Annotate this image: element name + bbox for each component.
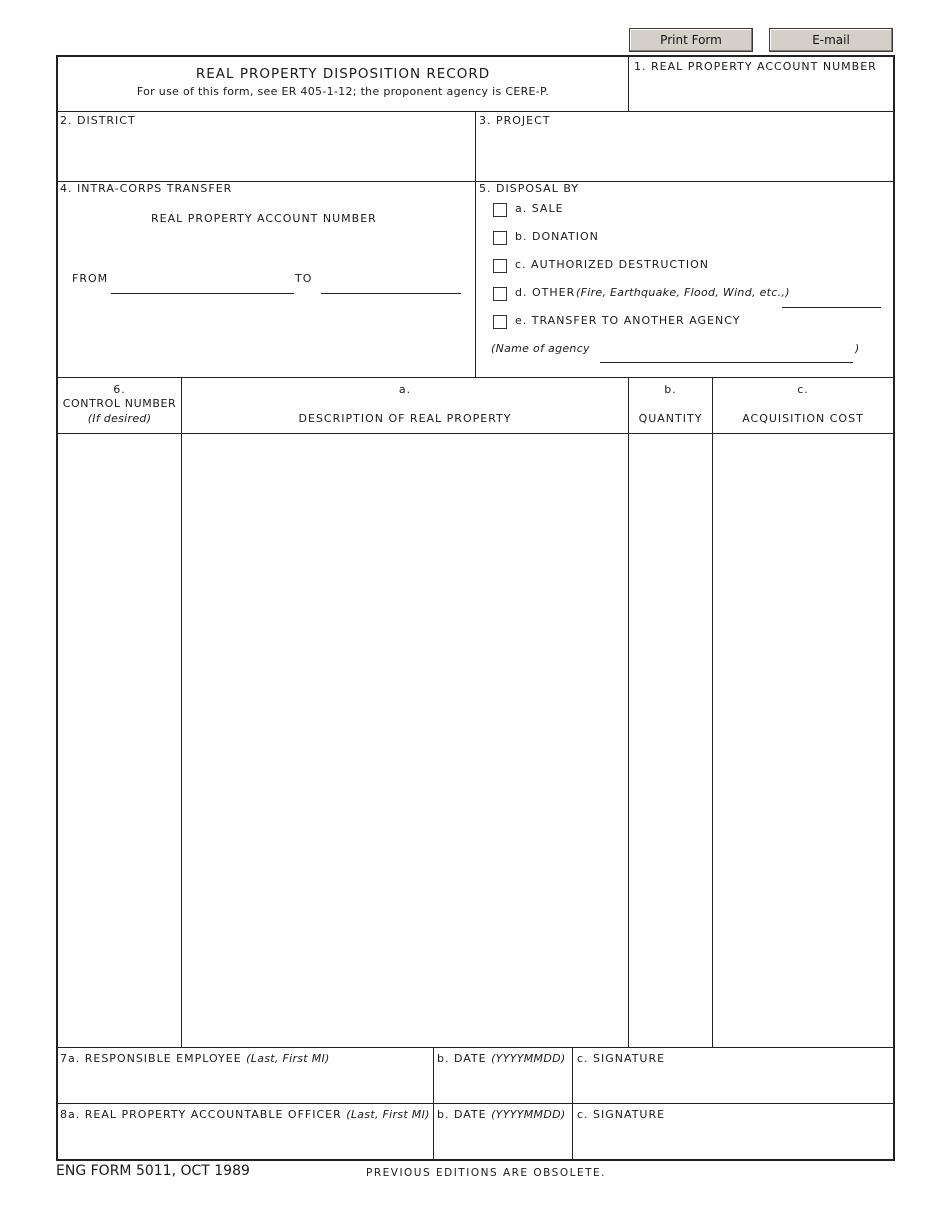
col-acquisition-cost-label: ACQUISITION COST <box>742 412 864 425</box>
other-hint: (Fire, Earthquake, Flood, Wind, etc.,) <box>576 286 790 299</box>
form-id: ENG FORM 5011, OCT 1989 <box>56 1163 250 1179</box>
project-input[interactable] <box>479 130 893 180</box>
agency-name-input[interactable] <box>602 342 854 362</box>
transfer-agency-label: e. TRANSFER TO ANOTHER AGENCY <box>515 314 741 327</box>
col-description-num: a. <box>398 383 412 396</box>
authorized-destruction-checkbox[interactable] <box>493 259 507 273</box>
col-control-number-num: 6. <box>113 383 126 396</box>
col-description-label: DESCRIPTION OF REAL PROPERTY <box>298 412 512 425</box>
accountable-officer-input[interactable] <box>60 1126 434 1158</box>
sale-checkbox[interactable] <box>493 203 507 217</box>
agency-name-label: (Name of agency <box>491 342 590 355</box>
officer-date-input[interactable] <box>437 1126 573 1158</box>
email-button[interactable]: E-mail <box>769 28 893 52</box>
officer-signature-label: c. SIGNATURE <box>577 1108 666 1121</box>
officer-date-label: b. DATE (YYYYMMDD) <box>437 1108 566 1121</box>
print-form-button[interactable]: Print Form <box>629 28 753 52</box>
responsible-employee-label: 7a. RESPONSIBLE EMPLOYEE (Last, First MI) <box>60 1052 330 1065</box>
sale-label: a. SALE <box>515 202 564 215</box>
authorized-destruction-label: c. AUTHORIZED DESTRUCTION <box>515 258 709 271</box>
other-label: d. OTHER <box>515 286 576 299</box>
col-quantity-num: b. <box>664 383 677 396</box>
acquisition-cost-input[interactable] <box>716 437 894 1047</box>
form-title: REAL PROPERTY DISPOSITION RECORD <box>195 66 491 82</box>
form-subtitle: For use of this form, see ER 405-1-12; the proponent agency is CERE-P. <box>136 85 550 98</box>
employee-signature-label: c. SIGNATURE <box>577 1052 666 1065</box>
control-number-input[interactable] <box>60 437 182 1047</box>
employee-signature-input[interactable] <box>577 1070 893 1102</box>
responsible-employee-input[interactable] <box>60 1070 434 1102</box>
donation-checkbox[interactable] <box>493 231 507 245</box>
disposal-by-label: 5. DISPOSAL BY <box>479 182 579 195</box>
col-control-number-hint: (If desired) <box>87 412 152 425</box>
col-quantity-label: QUANTITY <box>638 412 703 425</box>
from-account-input[interactable] <box>112 272 296 294</box>
accountable-officer-label: 8a. REAL PROPERTY ACCOUNTABLE OFFICER (Last, First MI) <box>60 1108 430 1121</box>
employee-date-input[interactable] <box>437 1070 573 1102</box>
transfer-account-number-label: REAL PROPERTY ACCOUNT NUMBER <box>151 212 377 225</box>
district-input[interactable] <box>60 130 474 180</box>
employee-date-label: b. DATE (YYYYMMDD) <box>437 1052 566 1065</box>
from-label: FROM <box>72 272 109 285</box>
to-label: TO <box>295 272 313 285</box>
intra-corps-transfer-label: 4. INTRA-CORPS TRANSFER <box>60 182 233 195</box>
agency-name-close: ) <box>855 342 860 355</box>
description-input[interactable] <box>185 437 629 1047</box>
quantity-input[interactable] <box>632 437 713 1047</box>
other-checkbox[interactable] <box>493 287 507 301</box>
col-acquisition-cost-num: c. <box>797 383 809 396</box>
account-number-input[interactable] <box>632 76 894 110</box>
other-reason-input[interactable] <box>784 288 884 308</box>
to-account-input[interactable] <box>322 272 464 294</box>
transfer-agency-checkbox[interactable] <box>493 315 507 329</box>
officer-signature-input[interactable] <box>577 1126 893 1158</box>
district-label: 2. DISTRICT <box>60 114 136 127</box>
col-control-number-label: CONTROL NUMBER <box>62 397 177 410</box>
donation-label: b. DONATION <box>515 230 599 243</box>
obsolete-notice: PREVIOUS EDITIONS ARE OBSOLETE. <box>366 1167 606 1179</box>
project-label: 3. PROJECT <box>479 114 551 127</box>
account-number-label: 1. REAL PROPERTY ACCOUNT NUMBER <box>634 60 877 73</box>
